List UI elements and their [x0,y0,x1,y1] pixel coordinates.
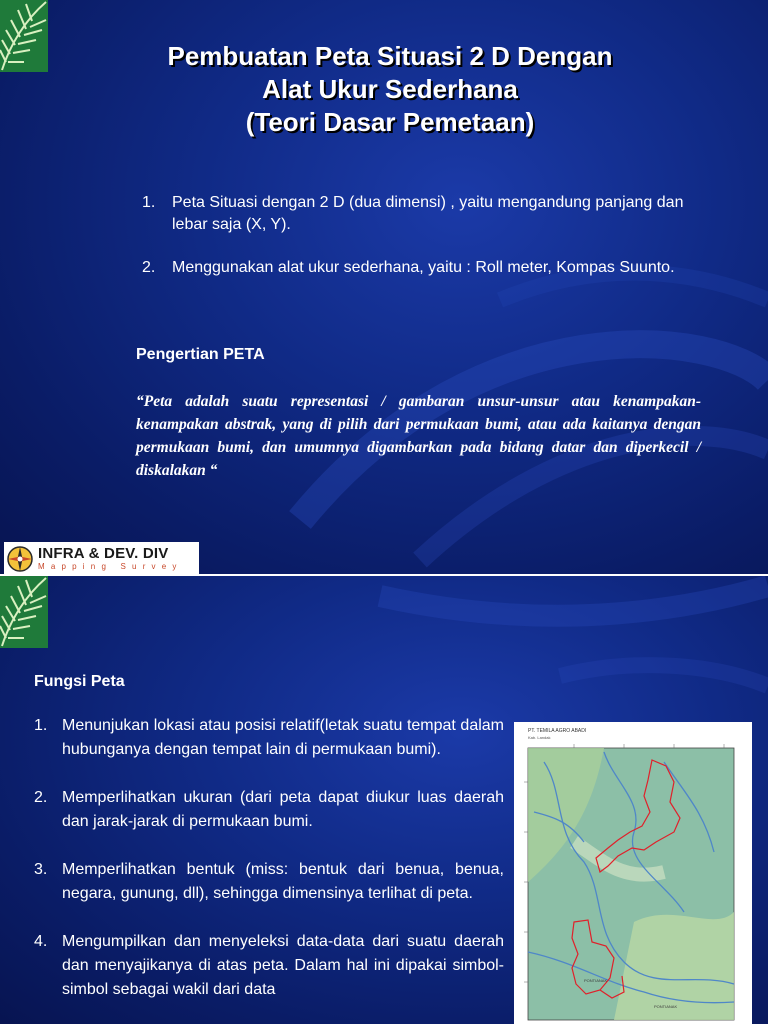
logo-subtitle: Mapping Survey [38,561,183,571]
fern-leaf-icon [0,576,48,648]
list-item [34,858,504,906]
map-image [514,722,752,1024]
list-item [34,786,504,834]
list-item [34,714,504,762]
title-line-3: (Teori Dasar Pemetaan) [245,107,535,137]
slide-title [90,40,690,139]
list-number: 4. [34,933,48,950]
fern-leaf-icon [0,0,48,72]
list-text: Memperlihatkan ukuran (dari peta dapat diukur luas daerah dan jarak-jarak di permukaan bumi. [62,789,504,830]
list-number: 1. [142,194,156,211]
map-subtitle: Kab. Landak [528,735,551,740]
list-item [140,257,700,279]
list-item [34,930,504,1002]
map-label: PONTIANAK [584,978,608,983]
compass-rose-icon [6,545,34,573]
intro-list [140,192,700,279]
list-text: Menggunakan alat ukur sederhana, yaitu : Roll meter, Kompas Suunto. [172,259,675,276]
list-text: Peta Situasi dengan 2 D (dua dimensi) , yaitu mengandung panjang dan lebar saja (X, Y). [172,194,684,233]
title-line-2: Alat Ukur Sederhana [262,74,518,104]
list-item [140,192,700,236]
list-text: Memperlihatkan bentuk (miss: bentuk dari benua, benua, negara, gunung, dll), sehingga dimensinya terlihat di peta. [62,861,504,902]
company-logo [4,542,199,575]
section-heading: Pengertian PETA [136,346,265,363]
definition-quote: “Peta adalah suatu representasi / gambaran unsur-unsur atau kenampakan-kenampakan abstrak, yang di pilih dari permukaan bumi, atau ada kaitanya dengan permukaan bumi, dan umumnya digambarkan pada bidang datar dan diperkecil / diskalakan “ [136,393,701,479]
function-list [34,714,504,1002]
slide-2 [0,576,768,1024]
map-title: PT. TEMILA AGRO ABADI [528,728,587,734]
list-text: Menunjukan lokasi atau posisi relatif(letak suatu tempat dalam hubunganya dengan tempat lain di permukaan bumi). [62,717,504,758]
list-text: Mengumpilkan dan menyeleksi data-data dari suatu daerah dan menyajikanya di atas peta. Dalam hal ini dipakai simbol-simbol sebagai wakil dari data [62,933,504,998]
title-line-1: Pembuatan Peta Situasi 2 D Dengan [167,41,613,71]
list-number: 3. [34,861,48,878]
list-number: 2. [142,259,156,276]
list-number: 1. [34,717,48,734]
map-graphic [514,722,752,1024]
map-label: PONTIANAK [654,1004,678,1009]
section-heading: Fungsi Peta [34,673,125,690]
list-number: 2. [34,789,48,806]
logo-title: INFRA & DEV. DIV [38,544,169,562]
